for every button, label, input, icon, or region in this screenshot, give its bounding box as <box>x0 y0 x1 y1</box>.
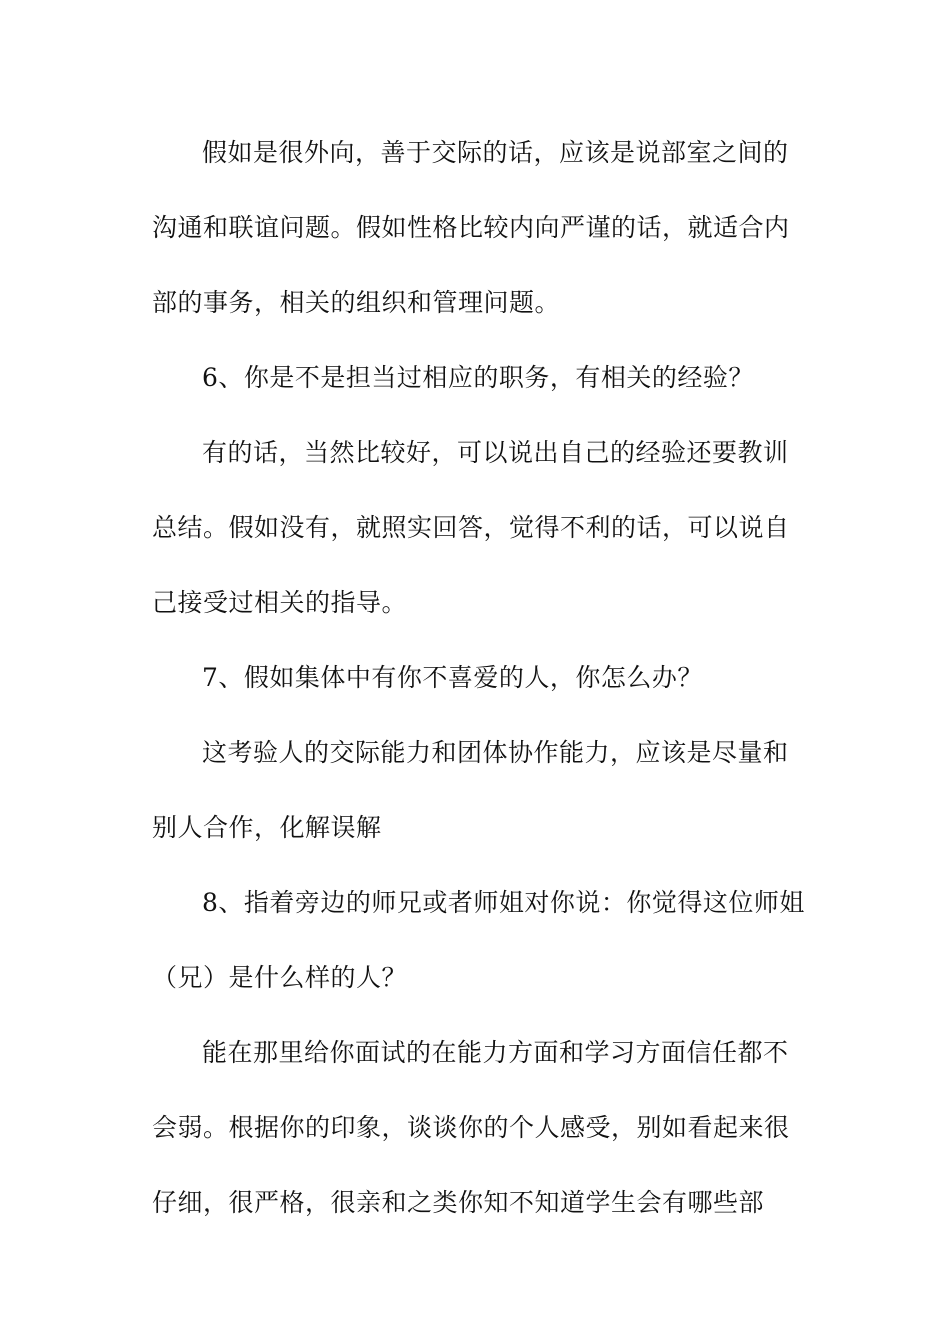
document-body <box>152 128 804 1253</box>
question-line: 6、你是不是担当过相应的职务，有相关的经验？ <box>202 363 754 392</box>
text-line: 会弱。根据你的印象，谈谈你的个人感受，别如看起来很 <box>152 1113 790 1142</box>
text-line: 这考验人的交际能力和团体协作能力，应该是尽量和 <box>202 738 789 767</box>
text-line: 别人合作，化解误解 <box>152 813 382 842</box>
text-line: 仔细，很严格，很亲和之类你知不知道学生会有哪些部 <box>152 1188 765 1217</box>
text-line: 己接受过相关的指导。 <box>152 588 408 617</box>
text-line: 假如是很外向，善于交际的话，应该是说部室之间的 <box>202 138 789 167</box>
text-line: （兄）是什么样的人？ <box>152 963 408 992</box>
text-line: 部的事务，相关的组织和管理问题。 <box>152 288 561 317</box>
text-line: 总结。假如没有，就照实回答，觉得不利的话，可以说自 <box>152 513 790 542</box>
question-line: 7、假如集体中有你不喜爱的人，你怎么办？ <box>202 663 703 692</box>
text-line: 有的话，当然比较好，可以说出自己的经验还要教训 <box>202 438 789 467</box>
question-line: 8、指着旁边的师兄或者师姐对你说：你觉得这位师姐 <box>202 888 805 917</box>
text-line: 沟通和联谊问题。假如性格比较内向严谨的话，就适合内 <box>152 213 790 242</box>
text-line: 能在那里给你面试的在能力方面和学习方面信任都不 <box>202 1038 789 1067</box>
